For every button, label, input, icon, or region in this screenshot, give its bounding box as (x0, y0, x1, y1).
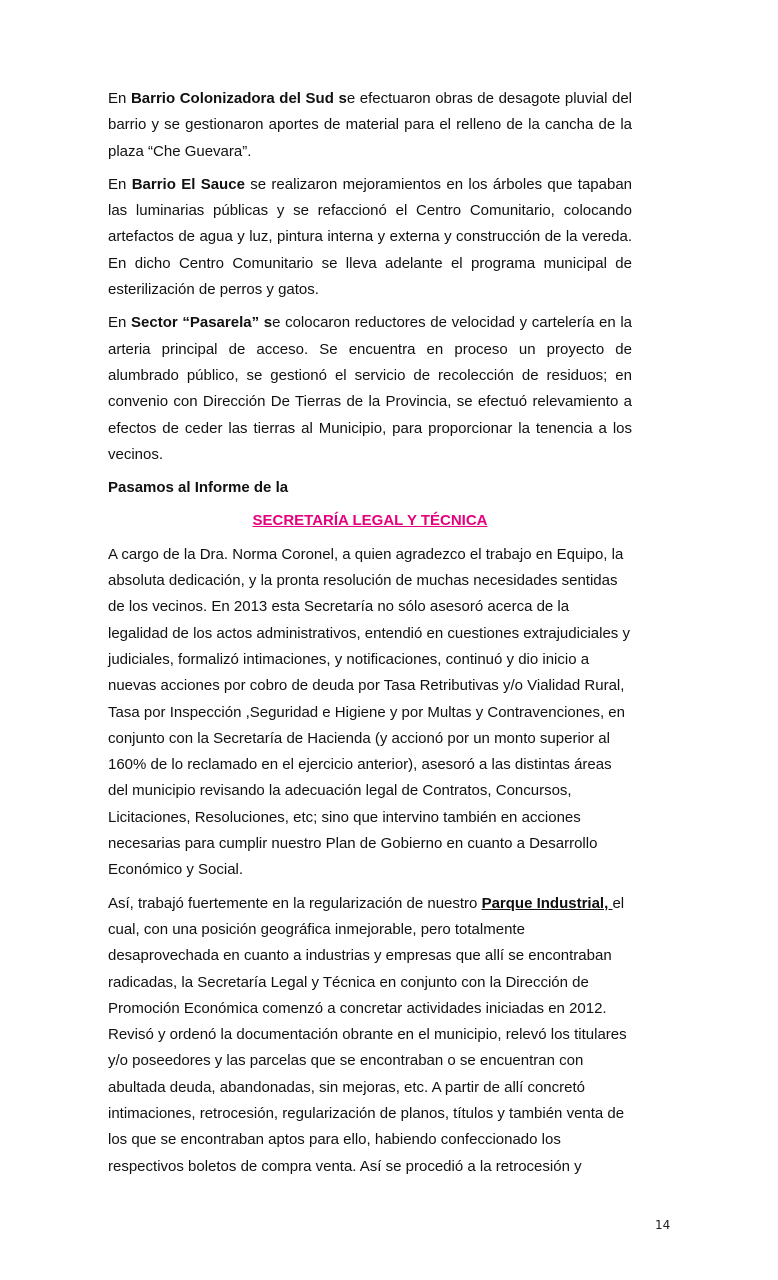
document-page (108, 86, 632, 1187)
place-name: Barrio El Sauce (131, 175, 245, 193)
paragraph-text: se realizaron mejoramientos en los árboles que tapaban las luminarias públicas y se refaccionó el Centro Comunitario, colocando artefactos de agua y luz, pintura interna y externa y construcción de la vereda. En dicho Centro Comunitario se lleva adelante el programa municipal de esterilización de perros y gatos. (108, 175, 632, 299)
parque-industrial-link: Parque Industrial, (481, 894, 613, 912)
paragraph-text: el cual, con una posición geográfica inmejorable, pero totalmente desaprovechada en cuanto a industrias y empresas que allí se encontraban radicadas, la Secretaría Legal y Técnica en conjunto con la Dirección de Promoción Económica comenzó a concretar actividades iniciadas en 2012. Revisó y ordenó la documentación obrante en el municipio, relevó los titulares y/o poseedores y las parcelas que se encontraban o se encuentran con abultada deuda, abandonadas, sin mejoras, etc. A partir de allí concretó intimaciones, retrocesión, regularización de planos, títulos y también venta de los que se encontraban aptos para ello, habiendo confeccionado los respectivos boletos de compra venta. Así se procedió a la retrocesión y (108, 894, 627, 1175)
place-name: Sector “Pasarela” s (131, 314, 273, 332)
paragraph-intro: En (108, 90, 131, 107)
paragraph-secretaria-legal: A cargo de la Dra. Norma Coronel, a quien agradezco el trabajo en Equipo, la absoluta dedicación, y la pronta resolución de muchas necesidades sentidas de los vecinos. En 2013 esta Secretaría no sólo asesoró acerca de la legalidad de los actos administrativos, entendió en cuestiones extrajudiciales y judiciales, formalizó intimaciones, y notificaciones, continuó y dio inicio a nuevas acciones por cobro de deuda por Tasa Retributivas y/o Vialidad Rural, Tasa por Inspección ,Seguridad e Higiene y por Multas y Contravenciones, en conjunto con la Secretaría de Hacienda (y accionó por un monto superior al 160% de lo reclamado en el ejercicio anterior), asesoró a las distintas áreas del municipio revisando la adecuación legal de Contratos, Concursos, Licitaciones, Resoluciones, etc; sino que intervino también en acciones necesarias para cumplir nuestro Plan de Gobierno en cuanto a Desarrollo Económico y Social. (108, 545, 630, 879)
section-title: SECRETARÍA LEGAL Y TÉCNICA (252, 512, 488, 530)
place-name: Barrio Colonizadora del Sud s (130, 90, 347, 107)
paragraph-barrio-colonizadora (108, 86, 632, 165)
paragraph-barrio-el-sauce (108, 172, 632, 303)
paragraph-intro: Así, trabajó fuertemente en la regularización de nuestro (108, 894, 482, 912)
paragraph-intro: En (108, 175, 132, 193)
paragraph-text: e colocaron reductores de velocidad y cartelería en la arteria principal de acceso. Se encuentra en proceso un proyecto de alumbrado público, se gestionó el servicio de recolección de residuos; en convenio con Dirección De Tierras de la Provincia, se efectuó relevamiento a efectos de ceder las tierras al Municipio, para proporcionar la tenencia a los vecinos. (108, 314, 633, 463)
paragraph-sector-pasarela (108, 310, 632, 468)
paragraph-parque-industrial (108, 891, 632, 1180)
paragraph-text: e efectuaron obras de desagote pluvial del barrio y se gestionaron aportes de material para el relleno de la cancha de la plaza “Che Guevara”. (108, 90, 633, 160)
report-heading: Pasamos al Informe de la (108, 479, 289, 497)
page-number: 14 (655, 1218, 671, 1232)
paragraph-intro: En (108, 314, 132, 332)
